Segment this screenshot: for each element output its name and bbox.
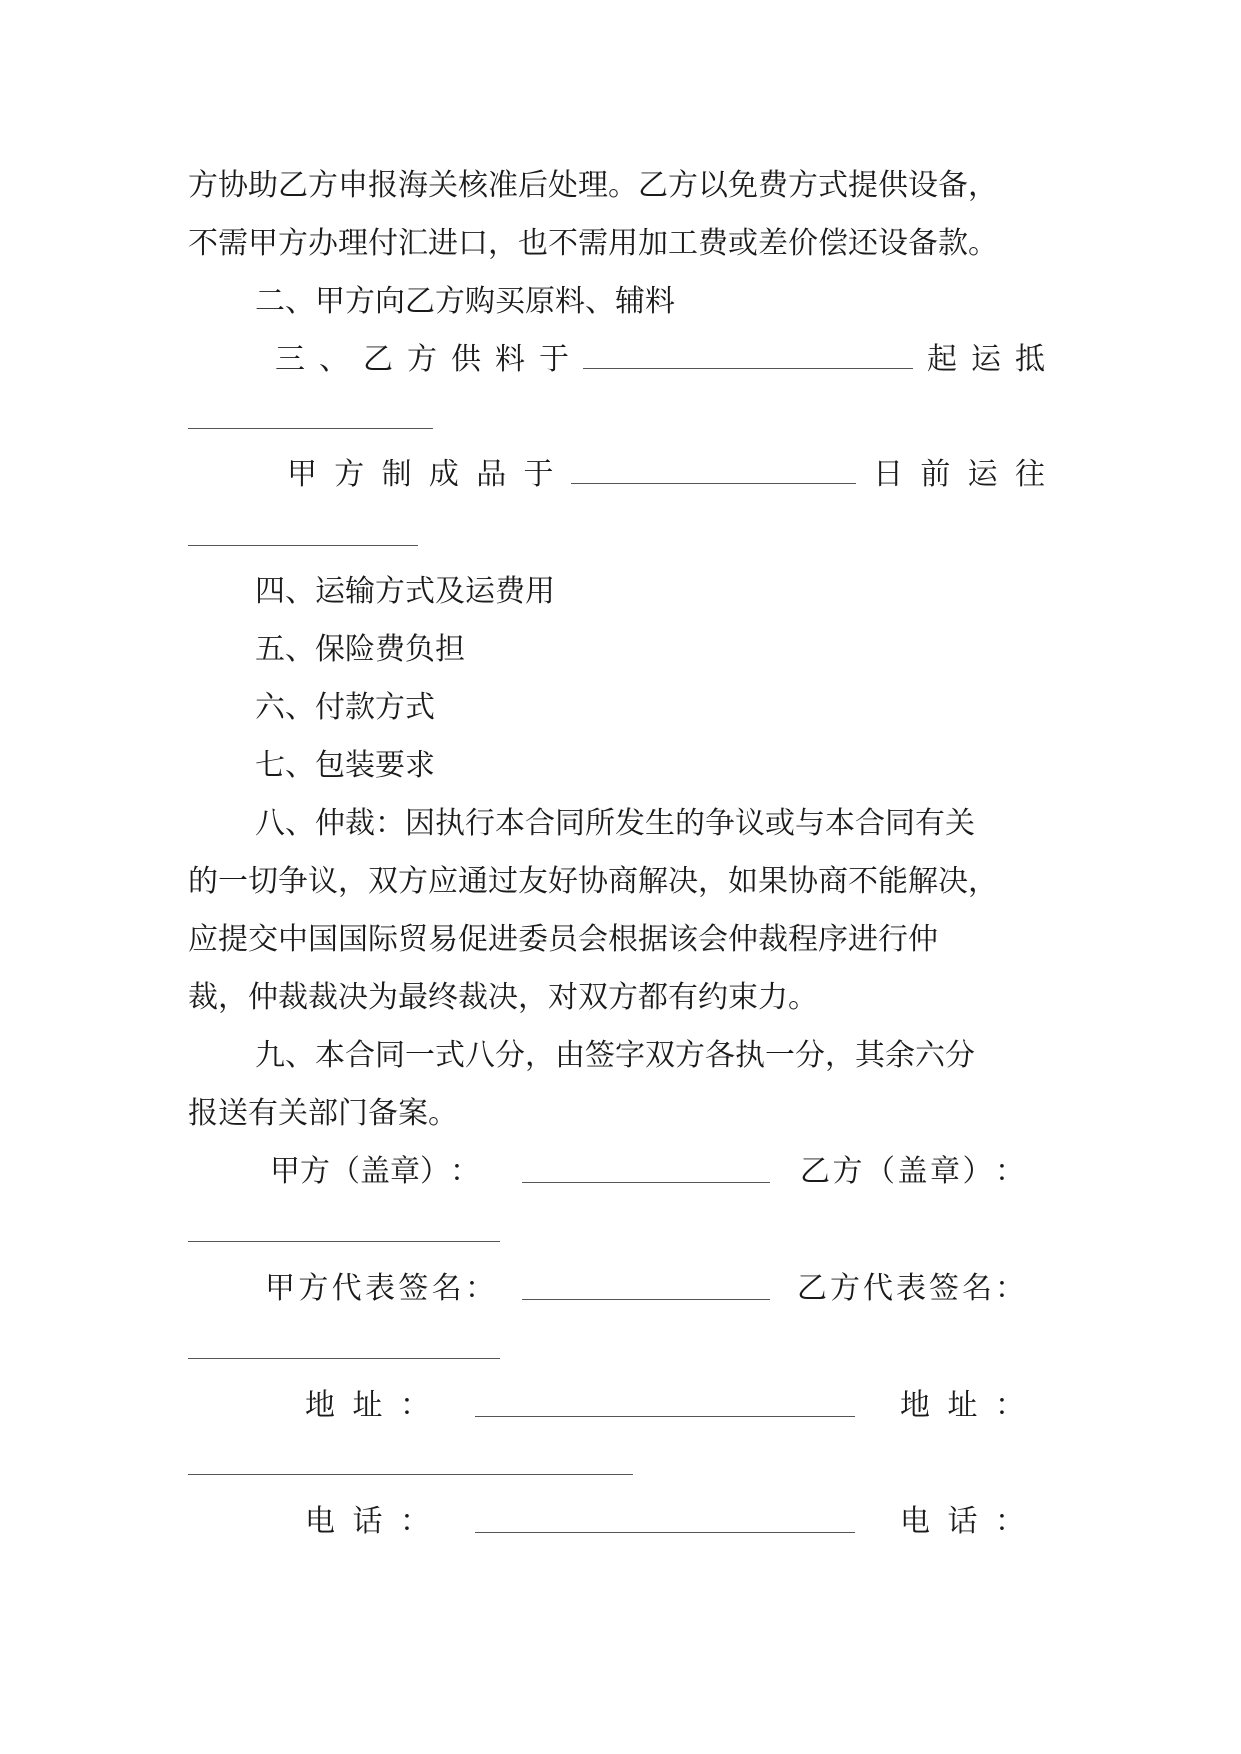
clause-4: 四、运输方式及运费用 <box>255 574 555 609</box>
label-char: 章 <box>930 1154 960 1189</box>
label-char: 名 <box>962 1271 992 1306</box>
label-char: 盖 <box>897 1154 928 1189</box>
label-char: 电 <box>305 1504 335 1539</box>
clause-char: 日 <box>873 457 904 492</box>
label-char: 址 <box>947 1388 978 1423</box>
label-char: 甲 <box>270 1154 300 1189</box>
label-char: 签 <box>929 1271 959 1306</box>
label-char: ） <box>420 1154 450 1189</box>
clause-char: 于 <box>539 342 569 377</box>
party-b-address-label <box>900 1386 1025 1426</box>
blank-field[interactable] <box>188 545 418 546</box>
clause-8: 的一切争议，双方应通过友好协商解决，如果协商不能解决， <box>188 864 998 899</box>
clause-char: 运 <box>967 457 998 492</box>
clause-char: 品 <box>476 457 507 492</box>
label-char: 签 <box>398 1271 429 1306</box>
clause-char: 供 <box>451 342 481 377</box>
label-char: 代 <box>331 1271 362 1306</box>
paragraph-line: 方协助乙方申报海关核准后处理。乙方以免费方式提供设备， <box>188 168 998 203</box>
paragraph-line: 不需甲方办理付汇进口，也不需用加工费或差价偿还设备款。 <box>188 226 998 261</box>
party-a-address-label <box>305 1386 430 1426</box>
clause-char: 方 <box>334 457 365 492</box>
label-char: ： <box>400 1388 430 1423</box>
label-char: 地 <box>305 1388 335 1423</box>
clause-char: 起 <box>927 342 957 377</box>
label-char: 话 <box>352 1504 383 1539</box>
party-b-address-field[interactable] <box>188 1474 633 1475</box>
clause-9: 报送有关部门备案。 <box>188 1096 458 1131</box>
clause-char: 料 <box>495 342 525 377</box>
label-char: ： <box>464 1271 495 1306</box>
label-char: 址 <box>352 1388 383 1423</box>
clause-2: 二、甲方向乙方购买原料、辅料 <box>255 284 675 319</box>
label-char: 方 <box>300 1154 330 1189</box>
party-a-rep-field[interactable] <box>522 1299 770 1300</box>
clause-char: 甲 <box>287 457 317 492</box>
party-b-rep-label <box>797 1269 1025 1309</box>
label-char: 表 <box>896 1271 926 1306</box>
label-char: ： <box>450 1154 480 1189</box>
party-b-rep-field[interactable] <box>188 1358 500 1359</box>
clause-char: 三 <box>275 342 305 377</box>
party-a-seal-label <box>270 1152 480 1192</box>
label-char: ： <box>995 1154 1025 1189</box>
label-char: 盖 <box>360 1154 390 1189</box>
clause-9: 九、本合同一式八分，由签字双方各执一分，其余六分 <box>255 1038 975 1073</box>
party-b-phone-label <box>900 1502 1025 1542</box>
label-char: ： <box>995 1271 1025 1306</box>
clause-8: 裁，仲裁裁决为最终裁决，对双方都有约束力。 <box>188 980 818 1015</box>
clause-char: 方 <box>407 342 437 377</box>
clause-char: 制 <box>381 457 412 492</box>
clause-char: 于 <box>523 457 554 492</box>
label-char: （ <box>330 1154 360 1189</box>
clause-char: 运 <box>971 342 1001 377</box>
party-b-seal-field[interactable] <box>188 1241 500 1242</box>
clause-8: 应提交中国国际贸易促进委员会根据该会仲裁程序进行仲 <box>188 922 938 957</box>
party-a-address-field[interactable] <box>475 1416 855 1417</box>
party-a-phone-field[interactable] <box>475 1532 855 1533</box>
clause-3b <box>287 455 1045 495</box>
label-char: 代 <box>863 1271 893 1306</box>
label-char: ） <box>962 1154 993 1189</box>
clause-char: 乙 <box>363 342 393 377</box>
party-a-phone-label <box>305 1502 430 1542</box>
label-char: ： <box>400 1504 430 1539</box>
label-char: 话 <box>947 1504 978 1539</box>
clause-char: 前 <box>920 457 951 492</box>
label-char: ： <box>995 1388 1025 1423</box>
clause-3 <box>275 340 1045 380</box>
label-char: 甲 <box>265 1271 295 1306</box>
label-char: 电 <box>900 1504 930 1539</box>
label-char: 方 <box>832 1154 863 1189</box>
label-char: 名 <box>431 1271 462 1306</box>
label-char: 地 <box>900 1388 930 1423</box>
label-char: ： <box>995 1504 1025 1539</box>
label-char: 乙 <box>797 1271 827 1306</box>
party-a-rep-label <box>265 1269 495 1309</box>
clause-char: 成 <box>428 457 459 492</box>
label-char: 方 <box>298 1271 329 1306</box>
party-b-seal-label <box>800 1152 1025 1192</box>
label-char: （ <box>865 1154 895 1189</box>
clause-8: 八、仲裁：因执行本合同所发生的争议或与本合同有关 <box>255 806 975 841</box>
label-char: 章 <box>390 1154 420 1189</box>
party-a-seal-field[interactable] <box>522 1182 770 1183</box>
label-char: 表 <box>364 1271 395 1306</box>
blank-field[interactable] <box>188 428 433 429</box>
clause-char: 抵 <box>1015 342 1045 377</box>
blank-field[interactable] <box>571 457 856 484</box>
label-char: 乙 <box>800 1154 830 1189</box>
label-char: 方 <box>830 1271 860 1306</box>
clause-char: 、 <box>319 342 349 377</box>
clause-5: 五、保险费负担 <box>255 632 465 667</box>
clause-6: 六、付款方式 <box>255 690 435 725</box>
clause-7: 七、包装要求 <box>255 748 435 783</box>
clause-char: 往 <box>1014 457 1045 492</box>
blank-field[interactable] <box>583 342 913 369</box>
